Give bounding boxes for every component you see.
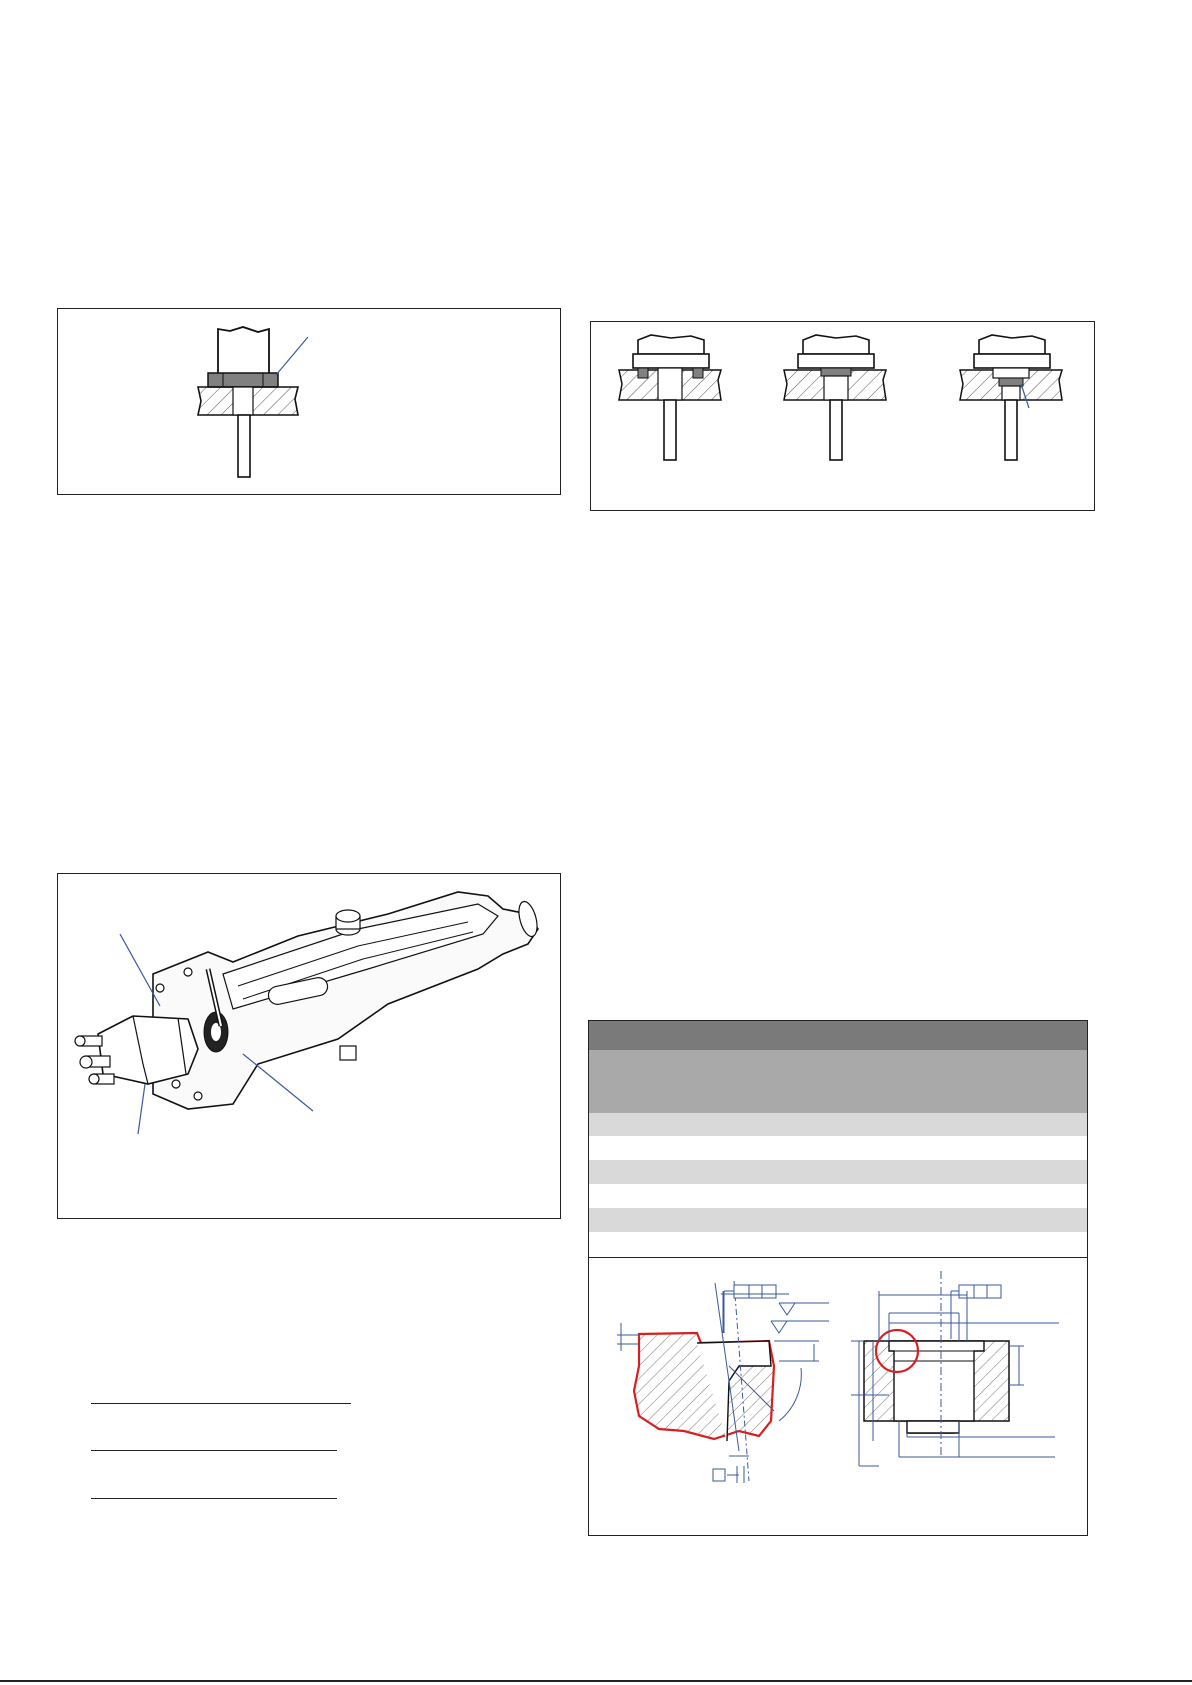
seal-ring-installation-figure bbox=[57, 308, 561, 495]
pipe bbox=[238, 415, 250, 477]
leader-line bbox=[276, 337, 308, 375]
detail-view bbox=[617, 1281, 829, 1483]
leader-line bbox=[120, 934, 160, 1006]
blank-rule-line bbox=[91, 1498, 337, 1499]
mounting-hole-dimension-figure bbox=[588, 1020, 1088, 1536]
variant-c bbox=[960, 335, 1062, 460]
variant-a bbox=[619, 335, 721, 460]
cylinder-cutaway-drawing bbox=[58, 874, 562, 1220]
blank-rule-line bbox=[91, 1403, 351, 1404]
leader-line bbox=[243, 1054, 313, 1111]
blank-rule-line bbox=[91, 1450, 337, 1451]
seal-ring bbox=[208, 373, 278, 387]
cylinder-cutaway-figure bbox=[57, 873, 561, 1219]
variant-b bbox=[784, 335, 886, 460]
page-bottom-rule bbox=[0, 1680, 1192, 1682]
seal-ring-drawing bbox=[58, 309, 562, 496]
leader-line bbox=[138, 1084, 145, 1134]
dimension-drawing bbox=[589, 1021, 1089, 1537]
section-view bbox=[851, 1271, 1059, 1466]
seal-variants-figure bbox=[590, 321, 1095, 511]
seal-variants-drawing bbox=[591, 322, 1096, 512]
fitting-body bbox=[218, 327, 269, 374]
